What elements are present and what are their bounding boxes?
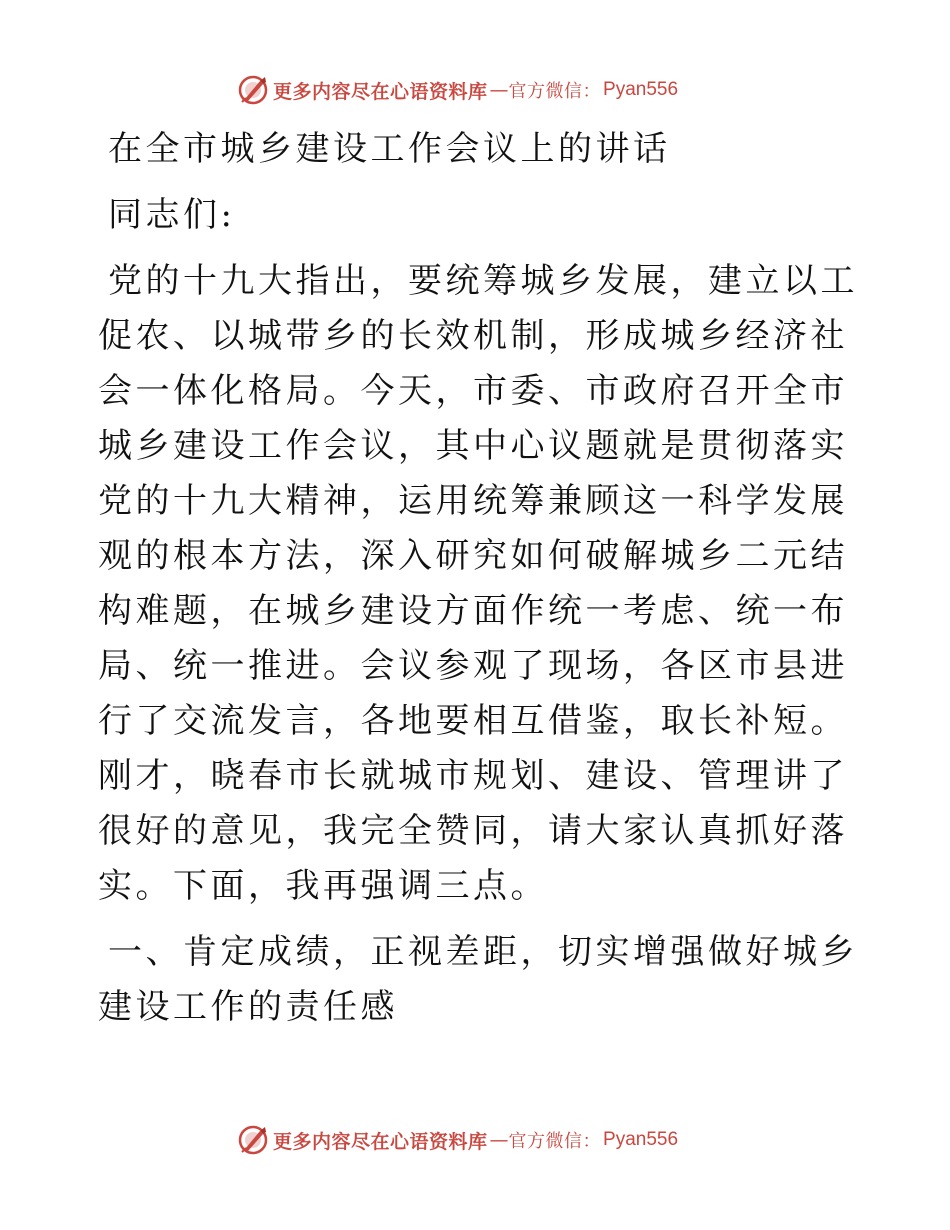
document-title: 在全市城乡建设工作会议上的讲话 — [108, 129, 671, 169]
footer-watermark — [236, 1123, 678, 1157]
watermark-contact-id: Pyan556 — [603, 79, 679, 100]
watermark-dash: — — [489, 1129, 509, 1151]
header-watermark — [236, 73, 678, 107]
paragraph-1: 党的十九大指出，要统筹城乡发展，建立以工促农、以城带乡的长效机制，形成城乡经济社会一体化格局。今天，市委、市政府召开全市城乡建设工作会议，其中心议题就是贯彻落实党的十九大精神，运用统筹兼顾这一科学发展观的根本方法，深入研究如何破解城乡二元结构难题，在城乡建设方面作统一考虑、统一布局、统一推进。会议参观了现场，各区市县进行了交流发言，各地要相互借鉴，取长补短。刚才，晓春市长就城市规划、建设、管理讲了很好的意见，我完全赞同，请大家认真抓好落实。下面，我再强调三点。 — [98, 261, 858, 906]
watermark-dash: — — [489, 79, 509, 101]
watermark-text: 更多内容尽在心语资料库 — [273, 80, 488, 103]
quill-pen-seal-icon — [236, 73, 270, 107]
watermark-contact-label: 官方微信： — [508, 81, 602, 102]
document-body — [98, 122, 858, 1035]
watermark-text: 更多内容尽在心语资料库 — [273, 1130, 488, 1153]
quill-pen-seal-icon — [236, 1123, 270, 1157]
watermark-contact-id: Pyan556 — [603, 1129, 679, 1150]
section-1-heading: 一、肯定成绩，正视差距，切实增强做好城乡建设工作的责任感 — [98, 932, 858, 1027]
salutation: 同志们: — [108, 195, 236, 235]
watermark-contact-label: 官方微信： — [508, 1131, 602, 1152]
